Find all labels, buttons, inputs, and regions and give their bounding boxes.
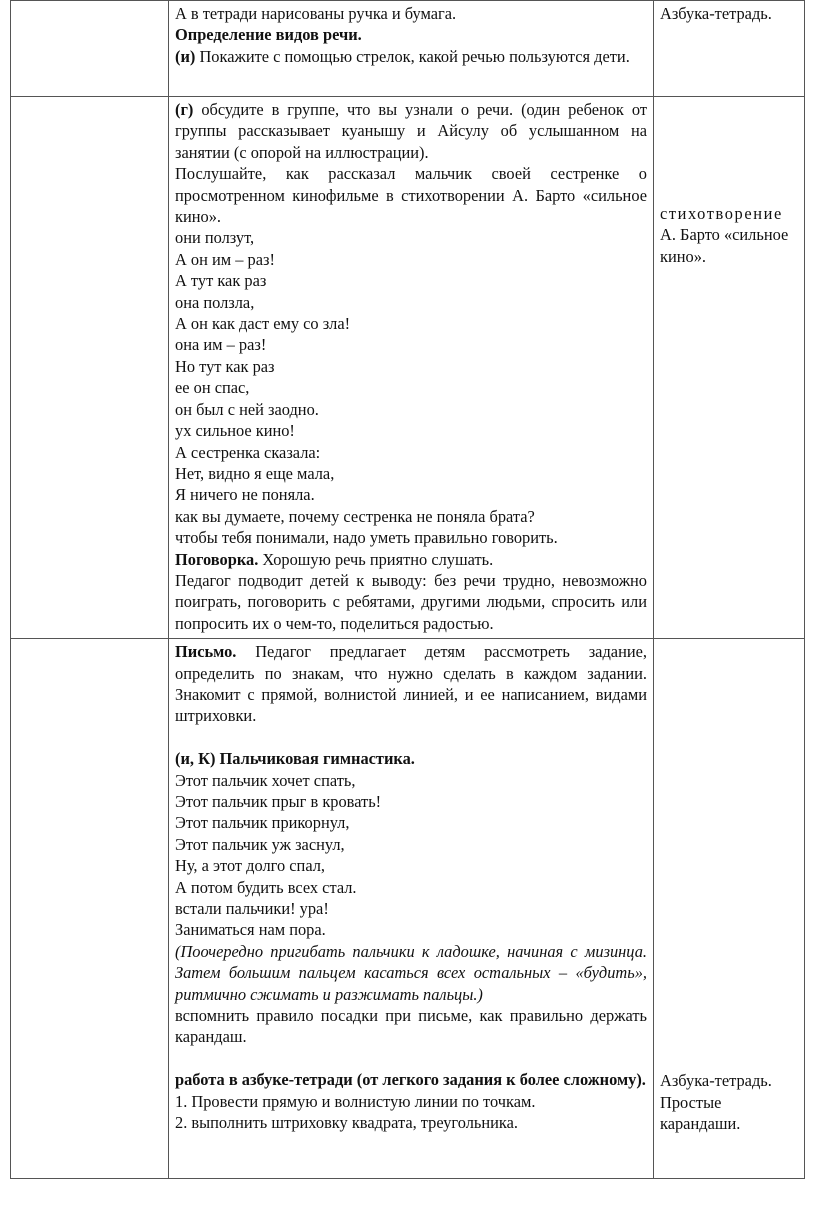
- paragraph: вспомнить правило посадки при письме, как правильно держать карандаш.: [175, 1006, 647, 1047]
- poem-line: Этот пальчик прыг в кровать!: [175, 791, 382, 811]
- activity-cell: [169, 97, 654, 639]
- paragraph: [175, 99, 647, 163]
- poem-line: он был с ней заодно.: [175, 399, 319, 419]
- group-label: (г): [175, 100, 194, 119]
- poem-line: Этот пальчик прикорнул,: [175, 813, 350, 833]
- table-row: [11, 97, 805, 639]
- conclusion-paragraph: Педагог подводит детей к выводу: без речи трудно, невозможно поиграть, поговорить с ребятами, другими людьми, спросить или попросить их о чем-то, поделиться радостью.: [175, 570, 647, 633]
- task-item: 1. Провести прямую и волнистую линии по точкам.: [175, 1091, 536, 1111]
- poem-line: они ползут,: [175, 228, 255, 248]
- activity-cell: [169, 1, 654, 97]
- poem-line: А сестренка сказала:: [175, 442, 321, 462]
- poem-line: Я ничего не поняла.: [175, 485, 315, 505]
- paragraph-text: обсудите в группе, что вы узнали о речи. (один ребенок от группы рассказывает куанышу и Айсулу об услышанном на занятии (с опорой на иллюстрации).: [175, 100, 647, 162]
- resource-text: стихотворение: [660, 204, 783, 223]
- resources-cell: [654, 1, 805, 97]
- activity-cell: [169, 639, 654, 1179]
- question-line: как вы думаете, почему сестренка не поняла брата?: [175, 506, 535, 526]
- poem-line: ее он спас,: [175, 378, 250, 398]
- task-item: 2. выполнить штриховку квадрата, треугольника.: [175, 1113, 519, 1133]
- paragraph: [175, 641, 647, 727]
- poem-line: Заниматься нам пора.: [175, 920, 326, 940]
- poem-line: ух сильное кино!: [175, 421, 295, 441]
- poem-line: встали пальчики! ура!: [175, 899, 329, 919]
- spacer: [175, 727, 647, 748]
- table-row: [11, 639, 805, 1179]
- poem-line: Но тут как раз: [175, 356, 275, 376]
- poem-line: Этот пальчик уж заснул,: [175, 834, 345, 854]
- lesson-plan-table: [10, 0, 805, 1179]
- text-line: чтобы тебя понимали, надо уметь правильно говорить.: [175, 528, 558, 548]
- stage-cell: [11, 639, 169, 1179]
- spacer: [175, 1048, 647, 1069]
- saying-label: Поговорка.: [175, 549, 259, 569]
- instruction-note: (Поочередно пригибать пальчики к ладошке, начиная с мизинца. Затем большим пальцем касаться всех остальных – «будить», ритмично сжимать и разжимать пальцы.): [175, 941, 647, 1004]
- paragraph-text: Педагог предлагает детям рассмотреть задание, определить по знакам, что нужно сделать в каждом задании. Знакомит с прямой, волнистой линией, и ее написанием, видами штриховки.: [175, 642, 647, 726]
- poem-line: Ну, а этот долго спал,: [175, 856, 326, 876]
- resource-text: А. Барто «сильное кино».: [660, 225, 789, 266]
- poem-line: она ползла,: [175, 292, 255, 312]
- paragraph-text: Покажите с помощью стрелок, какой речью пользуются дети.: [195, 46, 630, 66]
- section-heading: Определение видов речи.: [175, 25, 362, 45]
- resource-text: Азбука-тетрадь.: [660, 4, 772, 23]
- resources-cell: [654, 97, 805, 639]
- resources-cell: [654, 639, 805, 1179]
- saying-text: Хорошую речь приятно слушать.: [258, 549, 494, 569]
- paragraph: [175, 46, 647, 67]
- text-line: А в тетради нарисованы ручка и бумага.: [175, 4, 457, 23]
- poem-line: Нет, видно я еще мала,: [175, 463, 335, 483]
- stage-cell: [11, 1, 169, 97]
- poem-line: А потом будить всех стал.: [175, 877, 357, 897]
- paragraph: Послушайте, как рассказал мальчик своей сестренке о просмотренном кинофильме в стихотворении А. Барто «сильное кино».: [175, 164, 647, 227]
- section-label: Письмо.: [175, 642, 237, 662]
- resource-text: Азбука-тетрадь.: [660, 1071, 772, 1091]
- section-heading: (и, К) Пальчиковая гимнастика.: [175, 749, 415, 769]
- group-label: (и): [175, 46, 196, 66]
- poem-line: А он им – раз!: [175, 249, 275, 269]
- poem-line: А тут как раз: [175, 271, 267, 291]
- poem-line: А он как даст ему со зла!: [175, 314, 351, 334]
- resource-text: Простые карандаши.: [660, 1092, 741, 1133]
- table-row: [11, 1, 805, 97]
- saying: [175, 549, 647, 570]
- stage-cell: [11, 97, 169, 639]
- section-heading: работа в азбуке-тетради (от легкого задания к более сложному).: [175, 1070, 646, 1090]
- poem-line: Этот пальчик хочет спать,: [175, 770, 356, 790]
- poem-line: она им – раз!: [175, 335, 267, 355]
